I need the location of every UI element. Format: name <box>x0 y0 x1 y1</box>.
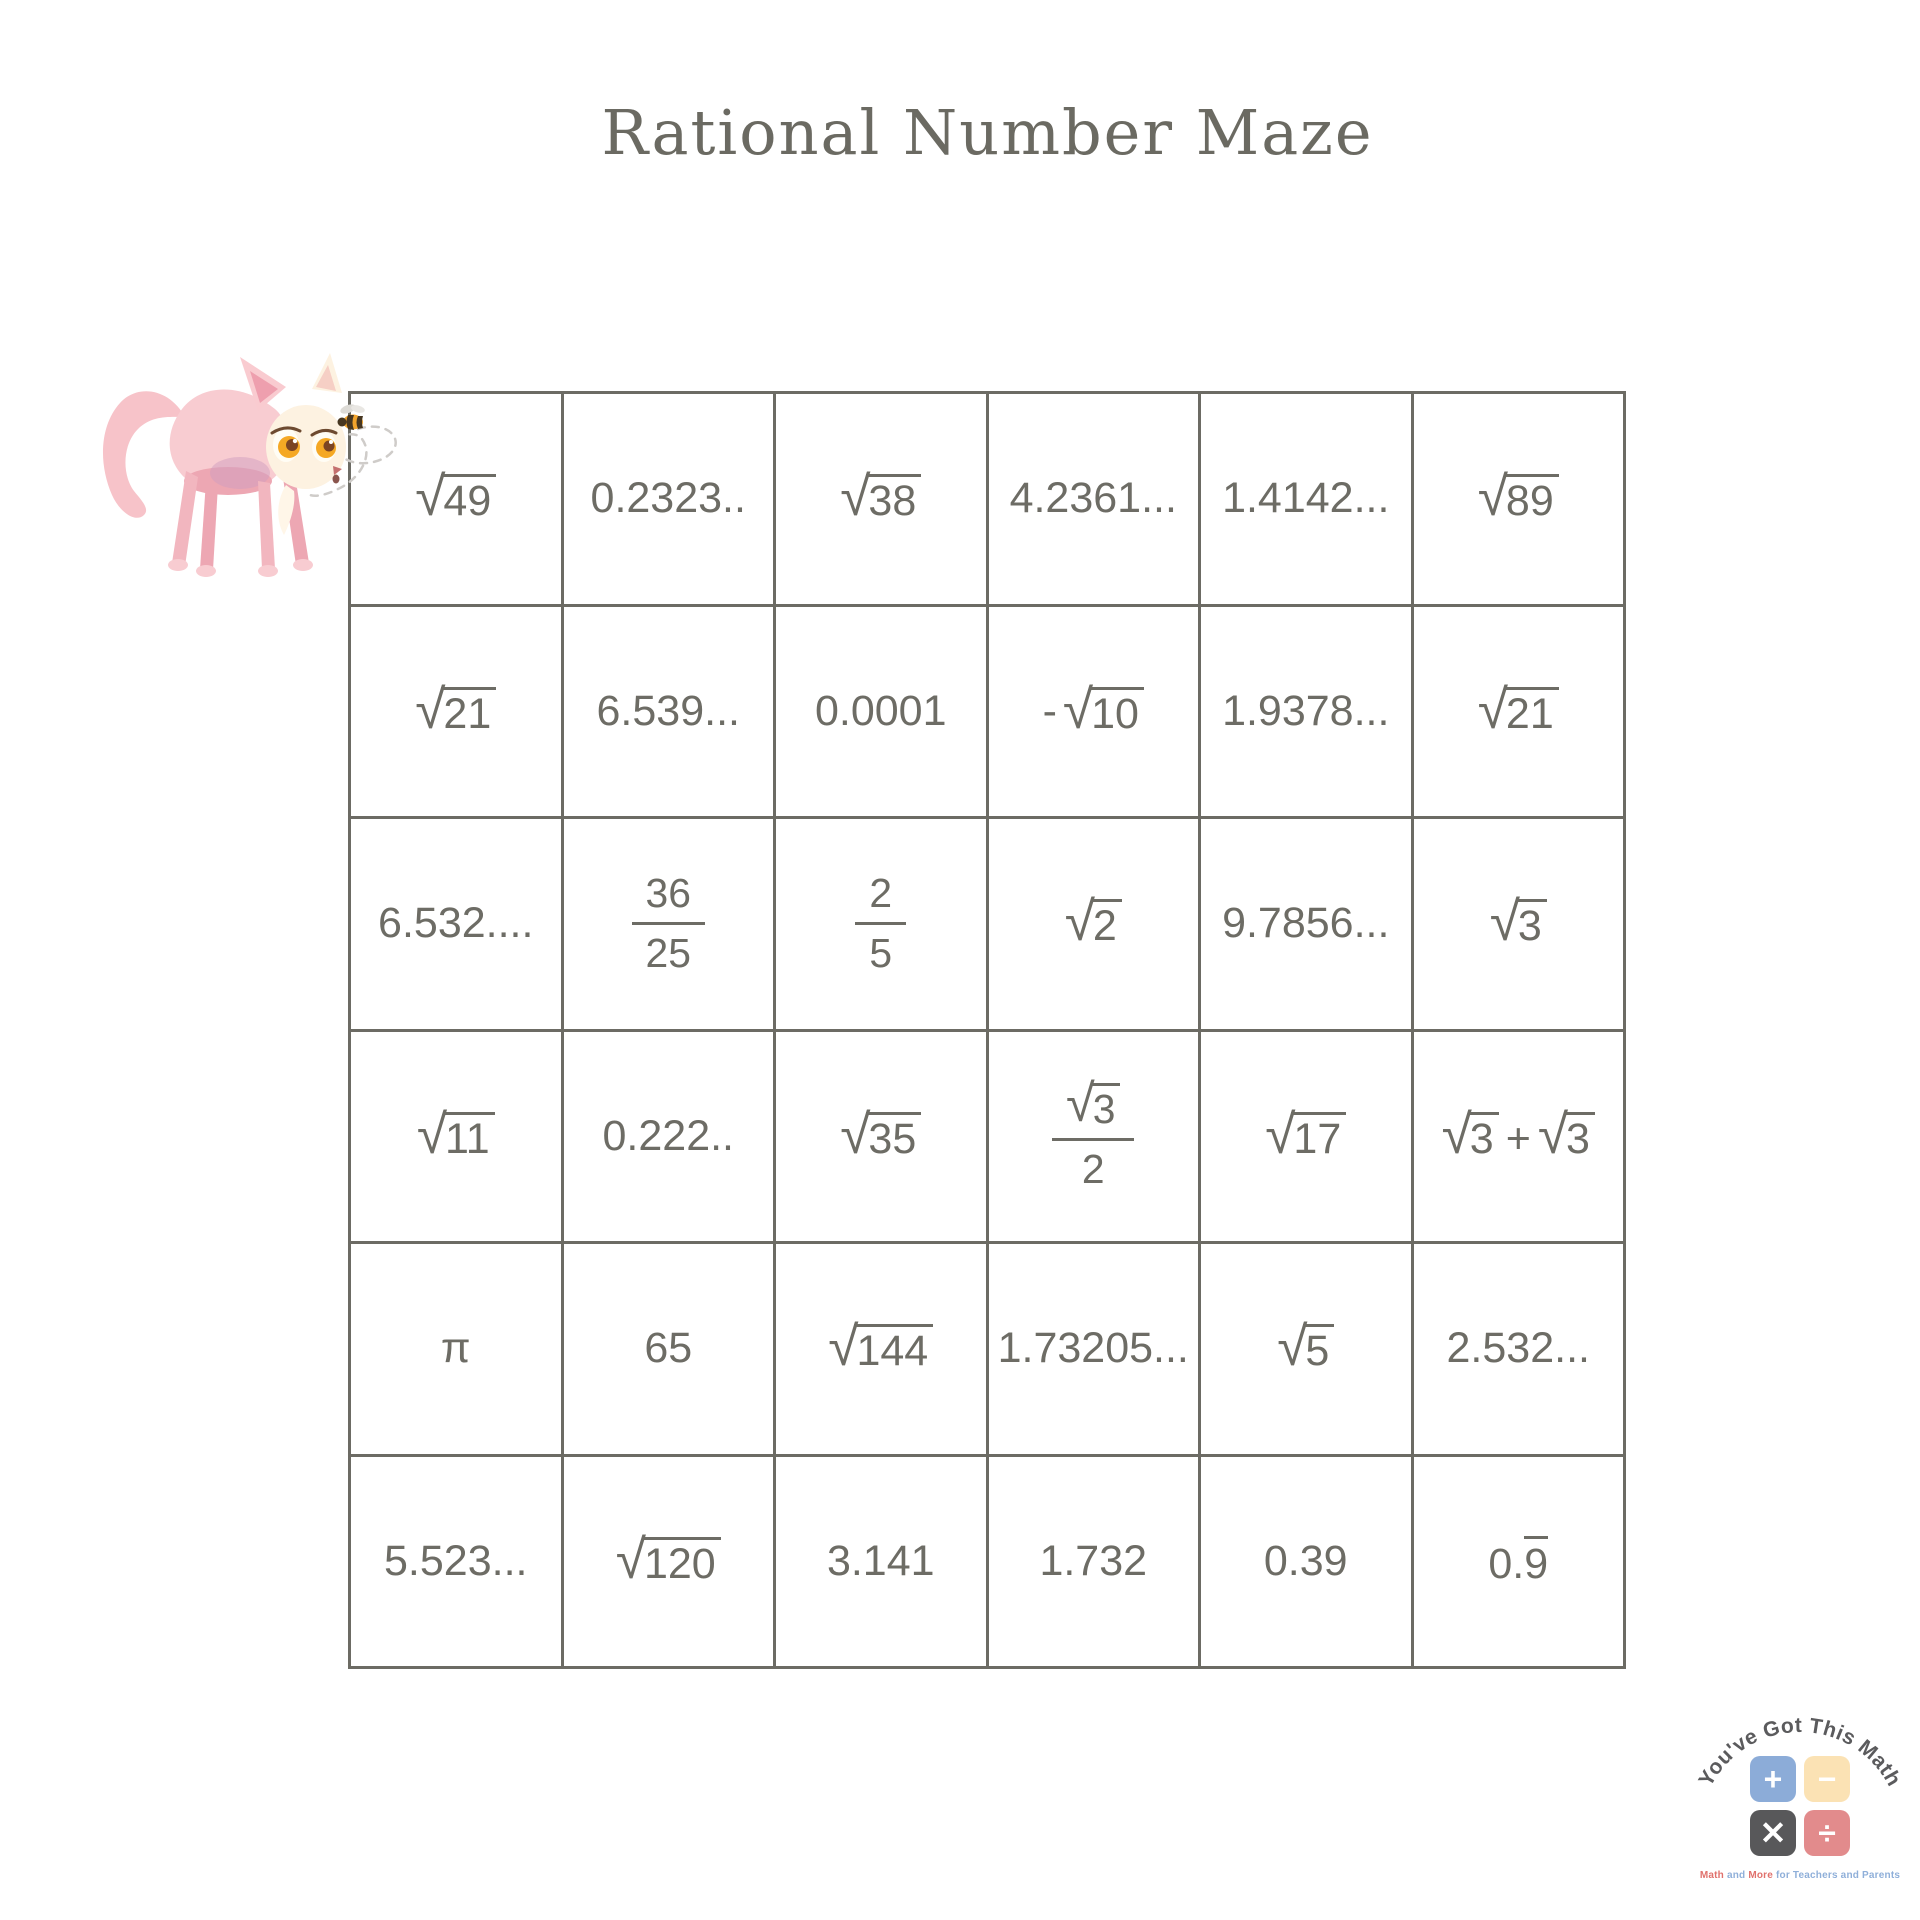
cell-expression <box>1441 1102 1595 1165</box>
maze-cell-r6c6[interactable] <box>1414 1457 1624 1667</box>
radical-sign-icon: √ <box>1441 1102 1472 1165</box>
maze-cell-r3c6[interactable] <box>1414 819 1624 1029</box>
cat-ear-left <box>240 357 286 411</box>
publisher-logo <box>1694 1692 1906 1897</box>
sqrt-expression <box>1062 677 1144 740</box>
cat-leg <box>258 481 275 569</box>
cell-expression: π <box>440 1324 471 1373</box>
plus-sign: + <box>1505 1114 1531 1163</box>
cat-ear-left-inner <box>250 371 278 403</box>
radicand: 120 <box>642 1537 721 1586</box>
radical-sign-icon: √ <box>840 1102 871 1165</box>
cell-expression: 0.0001 <box>814 686 947 735</box>
radical-sign-icon: √ <box>840 465 871 528</box>
radicand: 10 <box>1089 687 1144 736</box>
maze-cell-r5c3[interactable] <box>776 1244 986 1454</box>
cat-paw <box>293 559 313 571</box>
maze-cell-r1c2[interactable] <box>564 394 774 604</box>
logo-tiles <box>1750 1756 1850 1856</box>
sqrt-expression <box>1477 465 1559 528</box>
cat-eyelid <box>312 430 336 435</box>
cell-expression: 65 <box>644 1324 693 1373</box>
radicand: 3 <box>1468 1112 1499 1161</box>
logo-tagline <box>1694 1870 1906 1881</box>
maze-cell-r5c4[interactable] <box>989 1244 1199 1454</box>
maze-cell-r2c3[interactable] <box>776 607 986 817</box>
logo-arc-text: You've Got This Math <box>1694 1713 1906 1791</box>
cat-pupil <box>286 439 298 451</box>
maze-cell-r5c6[interactable] <box>1414 1244 1624 1454</box>
cat-eye <box>273 428 299 462</box>
maze-cell-r2c5[interactable] <box>1201 607 1411 817</box>
maze-cell-r6c5[interactable] <box>1201 1457 1411 1667</box>
radicand: 3 <box>1516 899 1547 948</box>
maze-cell-r1c6[interactable] <box>1414 394 1624 604</box>
cat-eyelid <box>272 428 300 433</box>
cell-expression <box>1477 677 1559 740</box>
radical-sign-icon: √ <box>615 1527 646 1590</box>
cat-nose <box>333 466 342 475</box>
cell-expression <box>840 465 921 528</box>
cell-expression: 6.539... <box>596 686 740 735</box>
cell-expression <box>415 677 496 740</box>
maze-cell-r6c4[interactable] <box>989 1457 1199 1667</box>
cat-eye <box>312 432 336 462</box>
sqrt-expression <box>415 465 496 528</box>
repeating-digit: 9 <box>1524 1536 1548 1586</box>
maze-cell-r5c5[interactable] <box>1201 1244 1411 1454</box>
cell-expression <box>828 1315 933 1378</box>
cell-expression: 5.523... <box>384 1536 528 1585</box>
logo-tagline-segment: for Teachers and Parents <box>1773 1870 1901 1881</box>
sign-prefix: - <box>1042 686 1057 735</box>
cell-expression: 0.222.. <box>602 1111 734 1160</box>
radical-sign-icon: √ <box>415 465 446 528</box>
radical-sign-icon: √ <box>828 1315 859 1378</box>
maze-cell-r2c4[interactable] <box>989 607 1199 817</box>
cell-expression <box>855 870 906 977</box>
worksheet-title: Rational Number Maze <box>601 96 1374 169</box>
cell-expression <box>1064 890 1122 953</box>
maze-cell-r4c4[interactable] <box>989 1032 1199 1242</box>
sqrt-expression <box>1537 1102 1595 1165</box>
radicand: 5 <box>1303 1324 1334 1373</box>
radical-sign-icon: √ <box>1066 1074 1095 1133</box>
fraction-numerator <box>1052 1074 1134 1141</box>
fraction-denominator: 2 <box>1081 1145 1105 1192</box>
maze-grid <box>348 391 1626 1669</box>
logo-plus-tile-icon: + <box>1750 1756 1796 1802</box>
cat-mouth <box>333 475 340 484</box>
sqrt-expression <box>1489 890 1547 953</box>
sqrt-expression <box>1064 890 1122 953</box>
sqrt-expression <box>840 465 921 528</box>
logo-tagline-segment: and <box>1724 1870 1749 1881</box>
sqrt-expression <box>1477 677 1559 740</box>
radicand: 144 <box>854 1324 933 1373</box>
maze-cell-r1c3[interactable] <box>776 394 986 604</box>
radical-sign-icon: √ <box>1062 677 1094 740</box>
radicand: 3 <box>1091 1083 1121 1130</box>
cell-expression: 0.2323.. <box>590 474 746 523</box>
cat-chest-fluff <box>278 485 294 535</box>
maze-cell-r6c3[interactable] <box>776 1457 986 1667</box>
sqrt-expression <box>1277 1315 1334 1378</box>
cell-expression <box>1477 465 1559 528</box>
radical-sign-icon: √ <box>1064 890 1095 953</box>
radicand: 21 <box>1504 687 1559 736</box>
logo-divide-tile-icon: ÷ <box>1804 1810 1850 1856</box>
maze-cell-r3c4[interactable] <box>989 819 1199 1029</box>
logo-tagline-segment: Math <box>1699 1870 1724 1881</box>
radical-sign-icon: √ <box>1537 1102 1569 1165</box>
cat-leg <box>172 471 198 566</box>
fraction-denominator: 5 <box>869 930 893 977</box>
maze-cell-r2c2[interactable] <box>564 607 774 817</box>
cell-expression: 6.532.... <box>378 899 534 948</box>
cell-expression: 2.532... <box>1446 1324 1590 1373</box>
maze-cell-r2c6[interactable] <box>1414 607 1624 817</box>
fraction-expression <box>632 870 705 977</box>
radicand: 89 <box>1504 474 1559 523</box>
logo-tagline-segment: More <box>1748 1870 1774 1881</box>
maze-cell-r1c5[interactable] <box>1201 394 1411 604</box>
sqrt-expression <box>1066 1074 1120 1133</box>
sqrt-expression <box>1265 1102 1346 1165</box>
fraction-numerator: 36 <box>632 873 705 925</box>
radicand: 2 <box>1091 899 1122 948</box>
sqrt-expression <box>615 1527 721 1590</box>
sqrt-expression <box>1441 1102 1499 1165</box>
cat-pupil <box>324 441 335 452</box>
logo-minus-tile-icon: − <box>1804 1756 1850 1802</box>
sqrt-expression <box>416 1102 495 1165</box>
cell-expression <box>632 870 705 977</box>
cat-leg <box>200 481 218 570</box>
cell-expression <box>615 1527 721 1590</box>
sqrt-expression <box>415 677 496 740</box>
cell-expression: 4.2361... <box>1009 474 1177 523</box>
sqrt-expression <box>828 1315 933 1378</box>
cat-ear-right-inner <box>316 365 336 391</box>
cell-expression <box>1489 890 1547 953</box>
cell-expression: 1.9378... <box>1222 686 1390 735</box>
maze-cell-r1c4[interactable] <box>989 394 1199 604</box>
cell-expression: 1.73205... <box>997 1324 1189 1373</box>
cell-expression <box>1042 677 1144 740</box>
maze-cell-r4c5[interactable] <box>1201 1032 1411 1242</box>
fraction-numerator: 2 <box>855 873 906 925</box>
maze-cell-r3c5[interactable] <box>1201 819 1411 1029</box>
logo-multiply-tile-icon: ✕ <box>1750 1810 1796 1856</box>
fraction-expression <box>1052 1074 1134 1192</box>
cell-expression <box>1277 1315 1334 1378</box>
cat-leg <box>282 469 309 565</box>
radical-sign-icon: √ <box>1277 1315 1308 1378</box>
cat-head <box>266 405 346 489</box>
maze-cell-r4c2[interactable] <box>564 1032 774 1242</box>
cell-expression <box>1265 1102 1346 1165</box>
cell-expression <box>1052 1074 1134 1192</box>
cat-eye-glint <box>293 439 297 443</box>
cat-ear-right <box>312 353 342 393</box>
cat-paw <box>258 565 278 577</box>
cat-eye-glint <box>329 440 333 444</box>
cat-paw <box>168 559 188 571</box>
radicand: 38 <box>866 474 921 523</box>
cell-expression <box>840 1102 921 1165</box>
decimal-prefix: 0. <box>1488 1540 1525 1589</box>
cat-body <box>170 389 290 492</box>
radicand: 21 <box>441 687 496 736</box>
maze-cell-r2c1[interactable] <box>351 607 561 817</box>
maze-cell-r1c1[interactable] <box>351 394 561 604</box>
maze-cell-r3c2[interactable] <box>564 819 774 1029</box>
radicand: 17 <box>1291 1112 1346 1161</box>
cell-expression <box>415 465 496 528</box>
cat-belly-patch <box>210 457 270 489</box>
radical-sign-icon: √ <box>416 1102 448 1165</box>
cat-belly-shade <box>184 467 272 495</box>
cell-expression: 0.39 <box>1263 1536 1348 1585</box>
cell-expression: 3.141 <box>826 1536 935 1585</box>
radicand: 35 <box>866 1112 921 1161</box>
maze-cell-r4c3[interactable] <box>776 1032 986 1242</box>
sqrt-expression <box>840 1102 921 1165</box>
cell-expression <box>1488 1536 1549 1589</box>
cell-expression: 9.7856... <box>1222 899 1390 948</box>
radicand: 49 <box>441 474 496 523</box>
radical-sign-icon: √ <box>1265 1102 1296 1165</box>
radical-sign-icon: √ <box>1489 890 1520 953</box>
maze-cell-r5c2[interactable] <box>564 1244 774 1454</box>
cat-tail <box>103 391 185 518</box>
fraction-expression <box>855 870 906 977</box>
radical-sign-icon: √ <box>1477 465 1508 528</box>
cat-iris <box>316 438 336 458</box>
radical-sign-icon: √ <box>1477 677 1508 740</box>
cat-paw <box>196 565 216 577</box>
maze-cell-r6c1[interactable] <box>351 1457 561 1667</box>
maze-cell-r3c1[interactable] <box>351 819 561 1029</box>
maze-cell-r5c1[interactable] <box>351 1244 561 1454</box>
cat-iris <box>278 436 300 458</box>
radicand: 3 <box>1564 1112 1595 1161</box>
fraction-denominator: 25 <box>645 930 691 977</box>
radicand: 11 <box>443 1112 495 1161</box>
cell-expression <box>416 1102 495 1165</box>
radical-sign-icon: √ <box>415 677 446 740</box>
cell-expression: 1.732 <box>1039 1536 1148 1585</box>
maze-cell-r6c2[interactable] <box>564 1457 774 1667</box>
cell-expression: 1.4142... <box>1222 474 1390 523</box>
maze-cell-r4c6[interactable] <box>1414 1032 1624 1242</box>
maze-cell-r4c1[interactable] <box>351 1032 561 1242</box>
maze-cell-r3c3[interactable] <box>776 819 986 1029</box>
